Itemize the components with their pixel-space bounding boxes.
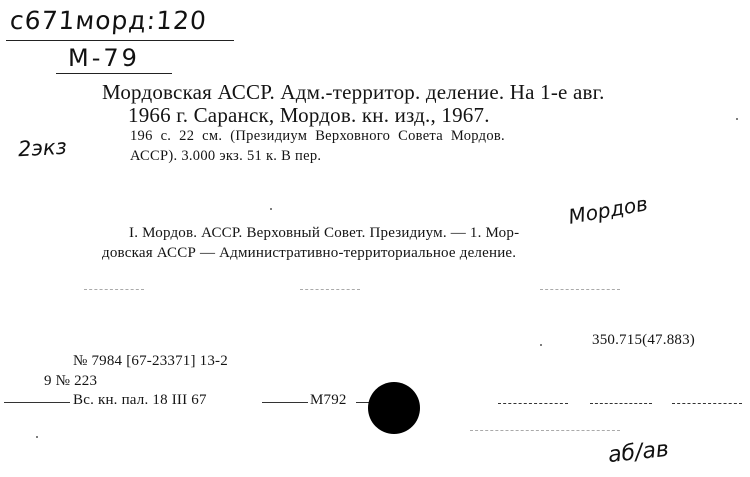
footer-rule-middle bbox=[262, 402, 308, 403]
scan-speck bbox=[36, 436, 38, 438]
handwritten-copies-note: 2экз bbox=[17, 134, 68, 162]
footer-rule-left bbox=[4, 402, 70, 403]
scan-speck bbox=[736, 118, 738, 120]
author-mark-underline bbox=[56, 73, 172, 74]
handwritten-author-mark: М-79 bbox=[68, 44, 140, 72]
classification-number: 350.715(47.883) bbox=[592, 332, 695, 348]
scan-rule-1 bbox=[84, 289, 144, 290]
subject-heading-line-1: I. Мордов. АССР. Верховный Совет. Президиум. — 1. Мор- bbox=[129, 225, 520, 241]
footer-number-line: № 7984 [67-23371] 13-2 bbox=[73, 353, 228, 369]
footer-batch-line: 9 № 223 bbox=[44, 373, 98, 389]
scan-speck bbox=[540, 344, 542, 346]
footer-rule-right-3 bbox=[672, 403, 742, 404]
handwritten-call-number: с671морд:120 bbox=[8, 6, 208, 35]
scan-rule-2 bbox=[300, 289, 360, 290]
scan-speck bbox=[270, 208, 272, 210]
handwritten-initials: аб/ав bbox=[606, 436, 671, 469]
entry-collation-line-1: 196 с. 22 см. (Президиум Верховного Совета Мордов. bbox=[130, 128, 505, 144]
footer-rule-right-2 bbox=[590, 403, 652, 404]
footer-code: М792 bbox=[310, 392, 347, 408]
footer-chamber-line: Вс. кн. пал. 18 III 67 bbox=[73, 392, 207, 408]
entry-imprint: 1966 г. Саранск, Мордов. кн. изд., 1967. bbox=[128, 103, 490, 127]
scan-rule-3 bbox=[540, 289, 620, 290]
subject-heading-line-2: довская АССР — Административно-территориальное деление. bbox=[102, 245, 517, 261]
scan-rule-4 bbox=[470, 430, 620, 431]
punched-hole bbox=[368, 382, 420, 434]
footer-rule-right-1 bbox=[498, 403, 568, 404]
entry-collation-line-2: АССР). 3.000 экз. 51 к. В пер. bbox=[130, 148, 322, 164]
entry-title: Мордовская АССР. Адм.-территор. деление. На 1-е авг. bbox=[102, 80, 605, 104]
handwritten-margin-note: Мордов bbox=[566, 191, 650, 229]
call-number-underline bbox=[6, 40, 234, 41]
